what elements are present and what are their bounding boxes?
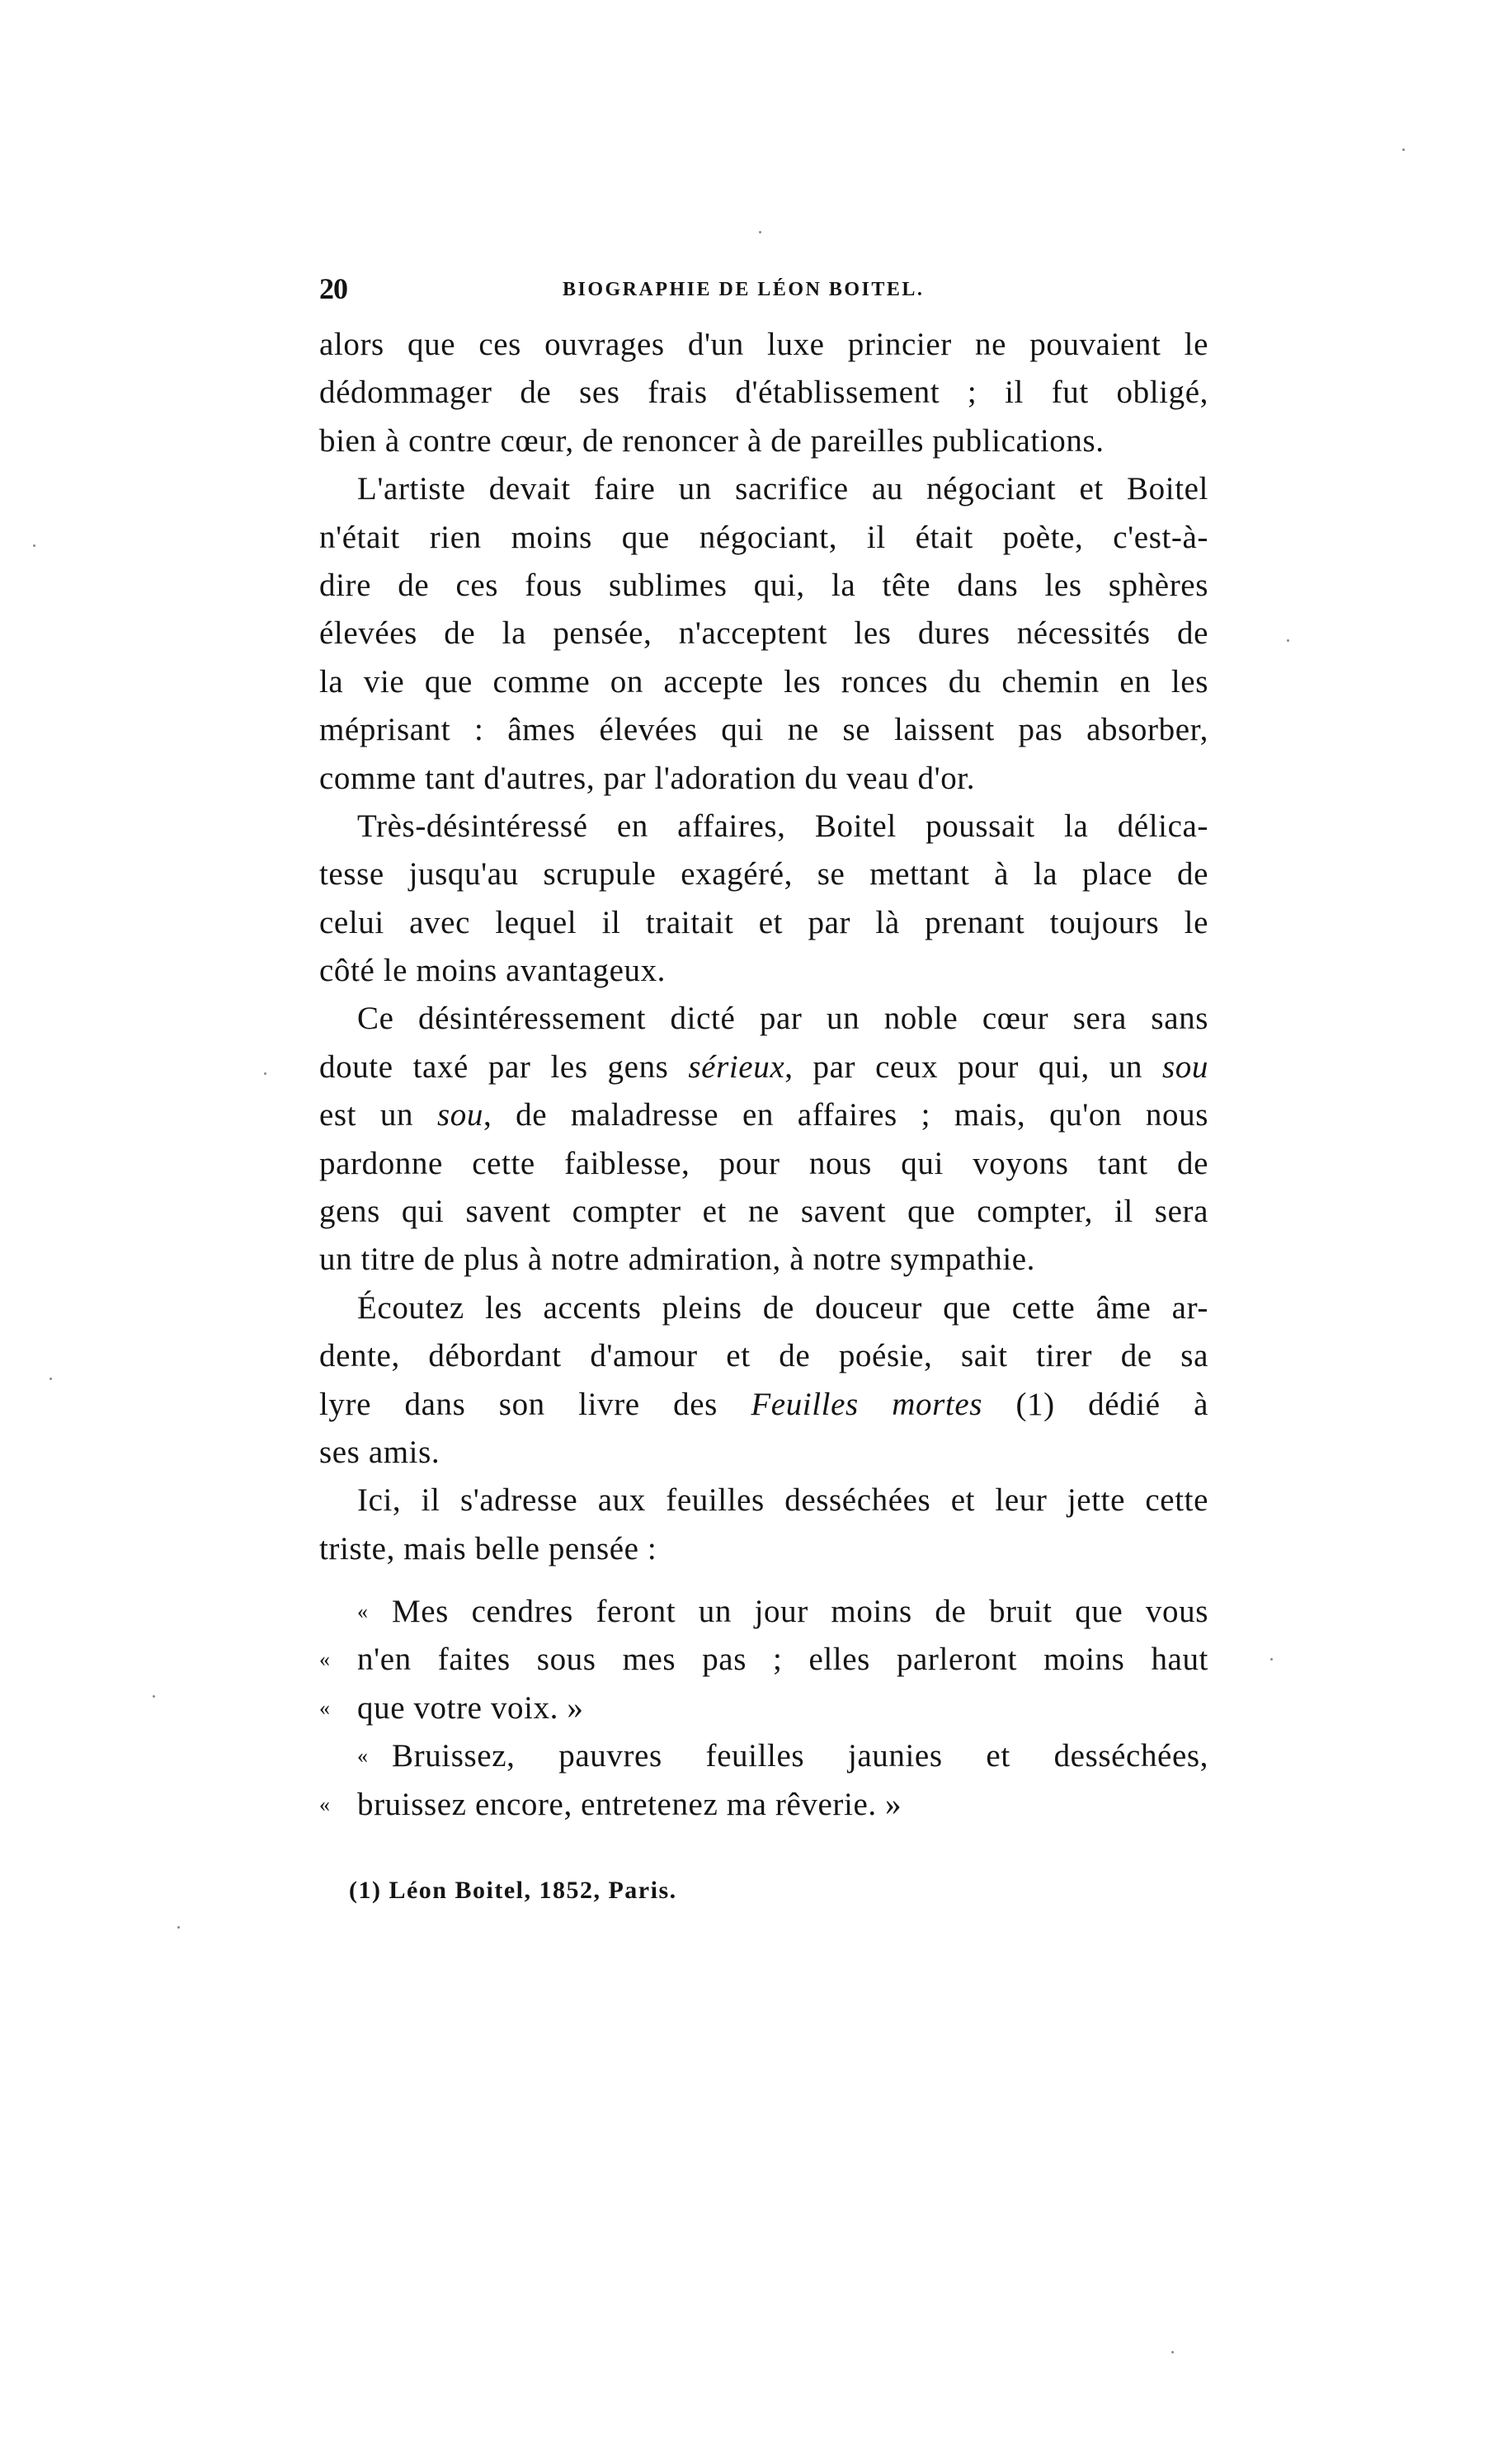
text-line: côté le moins avantageux. — [319, 953, 667, 989]
text-run: (1) dédié à — [982, 1386, 1208, 1422]
italic-word: sou — [436, 1097, 483, 1133]
scan-speck — [1270, 1658, 1273, 1661]
quoted-verse — [319, 1588, 1208, 1829]
text-line: dente, débordant d'amour et de poésie, sait tirer de sa — [319, 1338, 1208, 1374]
scan-speck — [49, 1378, 52, 1380]
text-line: un titre de plus à notre admiration, à notre sympathie. — [319, 1241, 1036, 1278]
book-title: Feuilles mortes — [751, 1386, 983, 1422]
open-quote-mark: « — [357, 1599, 368, 1623]
text-line: celui avec lequel il traitait et par là prenant toujours le — [319, 904, 1208, 940]
scan-speck — [33, 544, 35, 547]
scan-speck — [759, 231, 761, 233]
text-line: dire de ces fous sublimes qui, la tête dans les sphères — [319, 567, 1208, 603]
verse-text: bruissez encore, entretenez ma rêverie. » — [357, 1786, 902, 1822]
scan-speck — [153, 1695, 155, 1698]
italic-word: sérieux — [688, 1048, 785, 1085]
verse-line — [319, 1781, 1208, 1829]
open-quote-mark: « — [357, 1744, 368, 1769]
text-line: ses amis. — [319, 1434, 440, 1470]
scan-speck — [264, 1072, 266, 1075]
verse-line — [319, 1732, 1208, 1780]
running-title: BIOGRAPHIE DE LÉON BOITEL. — [563, 279, 925, 300]
scan-speck — [177, 1926, 180, 1929]
text-line: dédommager de ses frais d'établissement ; il fut obligé, — [319, 375, 1208, 411]
verse-text: Mes cendres feront un jour moins de bruit que vous — [392, 1594, 1208, 1629]
text-run: est un — [319, 1097, 437, 1133]
open-quote-mark: « — [319, 1695, 330, 1720]
body-text — [319, 321, 1208, 1573]
scan-speck — [1287, 639, 1289, 642]
paragraph-start-line: Écoutez les accents pleins de douceur que cette âme ar- — [357, 1289, 1208, 1326]
verse-line — [319, 1588, 1208, 1636]
paragraph-start-line: Ce désintéressement dicté par un noble cœur sera sans — [357, 1001, 1208, 1037]
footnote: (1) Léon Boitel, 1852, Paris. — [349, 1877, 677, 1904]
text-line: bien à contre cœur, de renoncer à de pareilles publications. — [319, 422, 1105, 459]
verse-text: que votre voix. » — [357, 1689, 584, 1726]
text-line: élevées de la pensée, n'acceptent les dures nécessités de — [319, 615, 1208, 652]
text-line: la vie que comme on accepte les ronces du chemin en les — [319, 663, 1208, 700]
text-run: lyre dans son livre des — [319, 1386, 751, 1422]
paragraph-start-line: L'artiste devait faire un sacrifice au négociant et Boitel — [357, 471, 1208, 507]
text-line: gens qui savent compter et ne savent que compter, il sera — [319, 1194, 1208, 1230]
verse-text: n'en faites sous mes pas ; elles parleront moins haut — [357, 1642, 1208, 1678]
verse-line — [319, 1684, 1208, 1732]
text-run: doute taxé par les gens — [319, 1048, 689, 1085]
paragraph-start-line: Très-désintéressé en affaires, Boitel poussait la délica- — [357, 808, 1208, 844]
paragraph-start-line: Ici, il s'adresse aux feuilles desséchées et leur jette cette — [357, 1482, 1208, 1519]
text-line — [319, 1043, 1208, 1091]
running-head — [319, 272, 1208, 305]
open-quote-mark: « — [319, 1647, 330, 1672]
page-number: 20 — [319, 272, 347, 305]
scan-speck — [1402, 148, 1405, 151]
text-line: alors que ces ouvrages d'un luxe princier ne pouvaient le — [319, 327, 1208, 362]
text-run: , de maladresse en affaires ; mais, qu'on nous — [483, 1097, 1208, 1133]
text-line: triste, mais belle pensée : — [319, 1530, 657, 1566]
text-line — [319, 1091, 1208, 1139]
italic-word: sou — [1162, 1048, 1209, 1085]
text-run: , par ceux pour qui, un — [784, 1048, 1163, 1085]
text-line: pardonne cette faiblesse, pour nous qui voyons tant de — [319, 1145, 1208, 1181]
text-line — [319, 1381, 1208, 1429]
verse-text: Bruissez, pauvres feuilles jaunies et desséchées, — [392, 1738, 1208, 1774]
scan-speck — [1171, 2351, 1174, 2353]
text-line: n'était rien moins que négociant, il était poète, c'est-à- — [319, 519, 1208, 555]
text-line: comme tant d'autres, par l'adoration du veau d'or. — [319, 760, 976, 796]
text-line: méprisant : âmes élevées qui ne se laissent pas absorber, — [319, 712, 1208, 748]
open-quote-mark: « — [319, 1792, 330, 1816]
text-line: tesse jusqu'au scrupule exagéré, se mettant à la place de — [319, 856, 1208, 893]
verse-line — [319, 1636, 1208, 1684]
